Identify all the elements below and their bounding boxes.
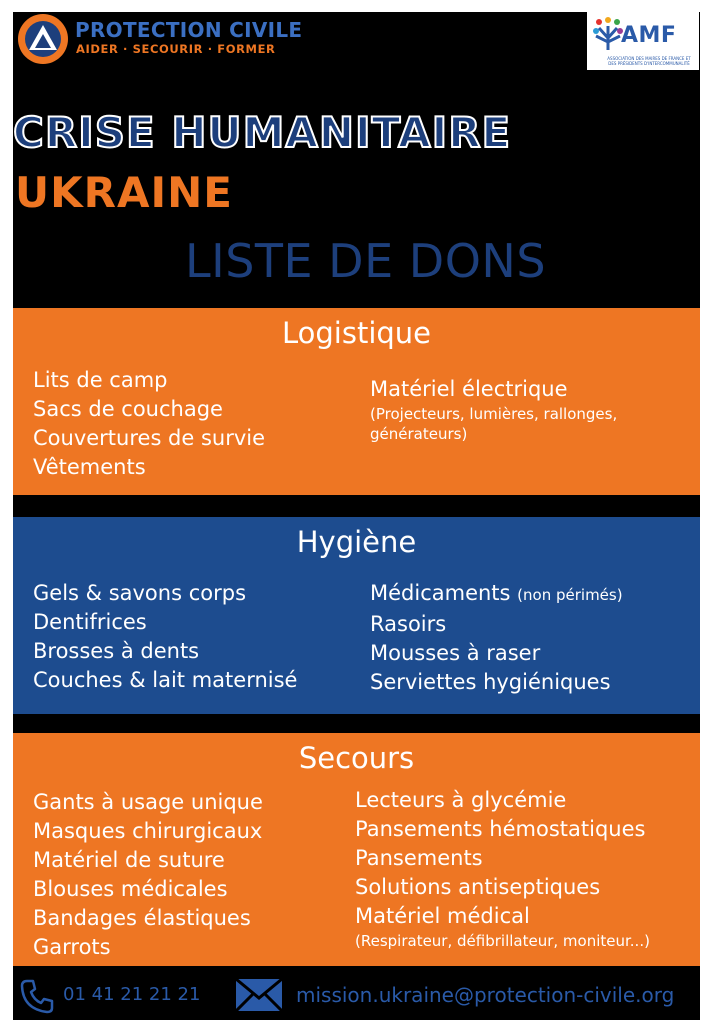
protection-civile-logo-icon (18, 14, 68, 64)
org-name: PROTECTION CIVILE (75, 18, 303, 42)
section-hygiene (13, 517, 700, 714)
list-item: Solutions antiseptiques (355, 875, 601, 899)
logistique-left-list (33, 366, 265, 482)
list-item: Mousses à raser (370, 641, 541, 665)
amf-logo (587, 12, 699, 70)
title-ukraine: UKRAINE (15, 168, 233, 217)
amf-subtitle: ASSOCIATION DES MAIRES DE FRANCE ET DES PRÉSIDENTS D'INTERCOMMUNALITÉ (607, 56, 691, 66)
amf-people-icon (591, 16, 625, 56)
list-item: Gels & savons corps (33, 581, 247, 605)
list-item: Blouses médicales (33, 877, 228, 901)
envelope-icon (235, 978, 283, 1012)
list-item: Pansements (355, 846, 483, 870)
list-item: Brosses à dents (33, 639, 200, 663)
list-item: Vêtements (33, 455, 146, 479)
section-logistique (13, 308, 700, 495)
list-item: Sacs de couchage (33, 397, 223, 421)
list-item: Bandages élastiques (33, 906, 251, 930)
list-item: Matériel de suture (33, 848, 225, 872)
list-item: Couvertures de survie (33, 426, 266, 450)
section-secours (13, 733, 700, 966)
poster (13, 12, 700, 1020)
title-crise-humanitaire: CRISE HUMANITAIRE (13, 108, 512, 157)
section-title: Hygiène (296, 525, 417, 559)
section-title: Logistique (281, 316, 432, 350)
secours-left-list (33, 788, 263, 962)
list-item: Pansements hémostatiques (355, 817, 646, 841)
list-item: Serviettes hygiéniques (370, 670, 611, 694)
list-item: Dentifrices (33, 610, 147, 634)
logistique-right-list (370, 375, 617, 444)
list-item-note: (Respirateur, défibrillateur, moniteur...) (355, 932, 650, 950)
list-item-note: (non périmés) (517, 586, 623, 604)
email-address[interactable]: mission.ukraine@protection-civile.org (296, 983, 675, 1007)
list-item: Lits de camp (33, 368, 168, 392)
org-tagline: AIDER · SECOURIR · FORMER (76, 42, 276, 56)
phone-number[interactable]: 01 41 21 21 21 (63, 984, 201, 1005)
section-title: Secours (298, 741, 415, 775)
amf-wordmark: AMF (621, 23, 677, 48)
list-item: Rasoirs (370, 612, 447, 636)
list-item-note: générateurs) (370, 425, 468, 443)
list-item: Garrots (33, 935, 111, 959)
title-liste-de-dons: LISTE DE DONS (185, 234, 547, 288)
list-item: Matériel électrique (370, 377, 568, 401)
list-item: Gants à usage unique (33, 790, 263, 814)
hygiene-right-list (370, 579, 623, 697)
list-item-label: Médicaments (370, 581, 511, 605)
secours-right-list (355, 786, 650, 951)
list-item: Couches & lait maternisé (33, 668, 298, 692)
hygiene-left-list (33, 579, 297, 695)
phone-icon (19, 978, 55, 1014)
list-item (370, 579, 623, 610)
list-item: Matériel médical (355, 904, 530, 928)
list-item-note: (Projecteurs, lumières, rallonges, (370, 405, 618, 423)
list-item: Masques chirurgicaux (33, 819, 263, 843)
list-item: Lecteurs à glycémie (355, 788, 567, 812)
